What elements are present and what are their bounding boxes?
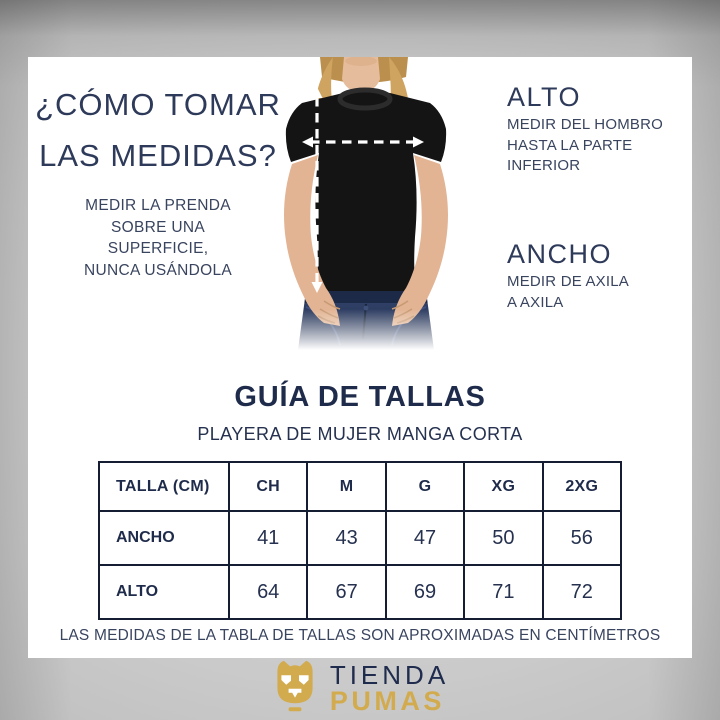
size-value: 67 xyxy=(307,565,385,619)
approximate-measurements-note: LAS MEDIDAS DE LA TABLA DE TALLAS SON APROXIMADAS EN CENTÍMETROS xyxy=(59,627,661,644)
logo-pumas-text: PUMAS xyxy=(329,686,445,716)
pumas-puma-head-icon xyxy=(271,659,319,717)
size-table-header: 2XG xyxy=(543,462,621,511)
how-to-title-line: LAS MEDIDAS? xyxy=(39,138,277,173)
size-table-header-row xyxy=(99,462,621,511)
logo-wordmark xyxy=(330,659,449,715)
size-value: 41 xyxy=(229,511,307,565)
how-to-title-line: ¿CÓMO TOMAR xyxy=(35,87,281,122)
alto-description: MEDIR DEL HOMBRO HASTA LA PARTE INFERIOR xyxy=(507,116,663,174)
size-value: 69 xyxy=(386,565,464,619)
size-table-header: TALLA (CM) xyxy=(99,462,229,511)
size-table-header: G xyxy=(386,462,464,511)
size-value: 72 xyxy=(543,565,621,619)
ancho-description: MEDIR DE AXILA A AXILA xyxy=(507,273,630,311)
row-label: ANCHO xyxy=(99,511,229,565)
size-table-header: XG xyxy=(464,462,542,511)
size-table-row-ancho xyxy=(99,511,621,565)
size-table-header: CH xyxy=(229,462,307,511)
size-table-header: M xyxy=(307,462,385,511)
size-value: 47 xyxy=(386,511,464,565)
tienda-pumas-logo xyxy=(0,659,720,717)
size-value: 43 xyxy=(307,511,385,565)
size-guide-subtitle: PLAYERA DE MUJER MANGA CORTA xyxy=(197,424,523,444)
how-to-note: MEDIR LA PRENDA SOBRE UNA SUPERFICIE, NUNCA USÁNDOLA xyxy=(83,197,233,279)
size-value: 50 xyxy=(464,511,542,565)
alto-heading: ALTO xyxy=(507,82,582,112)
how-to-title xyxy=(34,79,282,181)
size-guide-title: GUÍA DE TALLAS xyxy=(234,381,486,413)
ancho-heading: ANCHO xyxy=(507,239,613,269)
size-guide-card xyxy=(28,57,692,658)
logo-tienda-text: TIENDA xyxy=(329,660,450,690)
size-table-row-alto xyxy=(99,565,621,619)
size-value: 64 xyxy=(229,565,307,619)
size-value: 56 xyxy=(543,511,621,565)
size-table xyxy=(98,461,622,620)
size-value: 71 xyxy=(464,565,542,619)
row-label: ALTO xyxy=(99,565,229,619)
